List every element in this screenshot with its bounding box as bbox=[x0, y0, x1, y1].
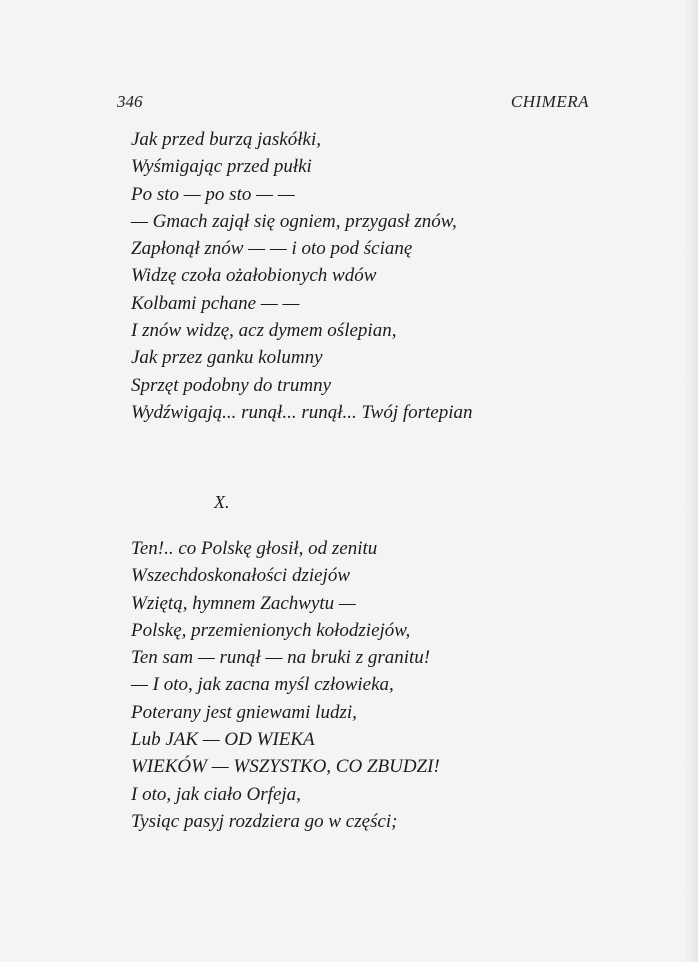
poem-line: Ten!.. co Polskę głosił, od zenitu bbox=[131, 538, 378, 559]
poem-stanza-1 bbox=[131, 126, 473, 426]
poem-line: I znów widzę, acz dymem oślepian, bbox=[131, 320, 397, 342]
poem-stanza-2 bbox=[131, 535, 440, 835]
poem-line: Polskę, przemienionych kołodziejów, bbox=[131, 619, 411, 641]
running-head: CHIMERA bbox=[510, 92, 589, 111]
poem-line: Wydźwigają... runął... runął... Twój fortepian bbox=[131, 401, 473, 423]
page-edge-shadow bbox=[684, 0, 698, 962]
poem-line: — Gmach zajął się ogniem, przygasł znów, bbox=[131, 210, 457, 232]
poem-line: Ten sam — runął — na bruki z granitu! bbox=[131, 647, 431, 669]
page-number: 346 bbox=[117, 92, 143, 111]
poem-line: — I oto, jak zacna myśl człowieka, bbox=[131, 674, 394, 696]
poem-line: I oto, jak ciało Orfeja, bbox=[131, 783, 301, 805]
poem-line: Jak przez ganku kolumny bbox=[131, 347, 323, 369]
poem-line: WIEKÓW — WSZYSTKO, CO ZBUDZI! bbox=[131, 756, 440, 778]
poem-line: Lub JAK — OD WIEKA bbox=[131, 729, 315, 751]
poem-line: Tysiąc pasyj rozdziera go w części; bbox=[131, 810, 398, 832]
poem-line: Wszechdoskonałości dziejów bbox=[131, 565, 351, 587]
poem-line: Wziętą, hymnem Zachwytu — bbox=[131, 592, 356, 614]
poem-line: Po sto — po sto — — bbox=[131, 183, 295, 205]
poem-line: Kolbami pchane — — bbox=[131, 292, 300, 314]
poem-line: Zapłonął znów — — i oto pod ścianę bbox=[131, 238, 413, 260]
poem-line: Widzę czoła ożałobionych wdów bbox=[131, 265, 377, 287]
poem-line: Poterany jest gniewami ludzi, bbox=[131, 701, 357, 723]
poem-line: Jak przed burzą jaskółki, bbox=[131, 129, 321, 150]
poem-line: Wyśmigając przed pułki bbox=[131, 156, 312, 178]
section-number: X. bbox=[214, 492, 230, 512]
poem-line: Sprzęt podobny do trumny bbox=[131, 374, 332, 396]
